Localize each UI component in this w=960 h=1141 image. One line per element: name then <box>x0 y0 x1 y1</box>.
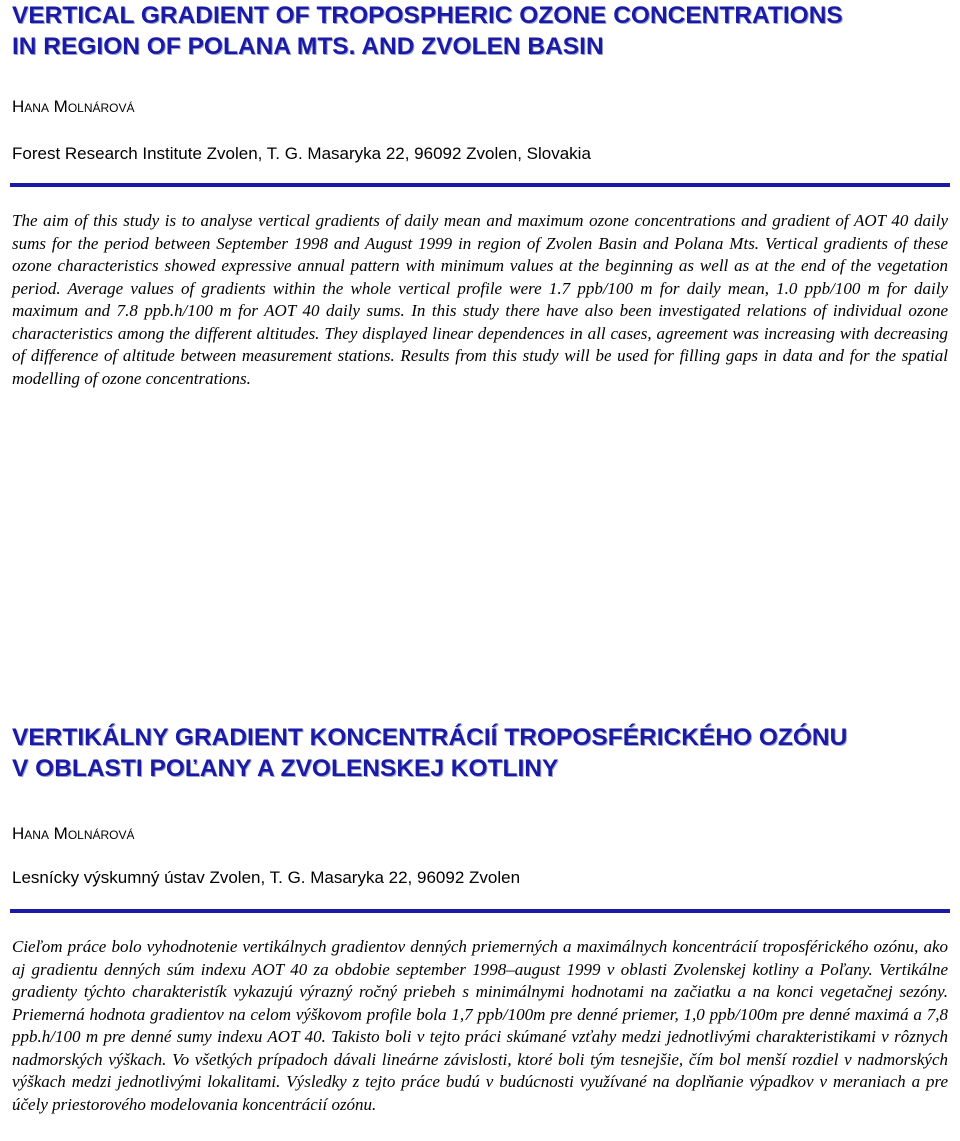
slovak-divider <box>10 909 950 913</box>
slovak-abstract: Cieľom práce bolo vyhodnotenie vertikálnych gradientov denných priemerných a maximálnych koncentrácií troposférického ozónu, ako aj gradientu denných súm indexu AOT 40 za obdobie september 1998–august 1999 v oblasti Zvolenskej kotliny a Poľany. Vertikálne gradienty týchto charakteristík vykazujú výrazný ročný priebeh s minimálnymi hodnotami na začiatku a na konci vegetačnej sezóny. Priemerná hodnota gradientov na celom výškovom profile bola 1,7 ppb/100m pre denné priemer, 1,0 ppb/100m pre denné maximá a 7,8 ppb.h/100 m pre denné sumy indexu AOT 40. Takisto boli v tejto práci skúmané vzťahy medzi jednotlivými charakteristikami v rôznych nadmorských výškach. Vo všetkých prípadoch dávali lineárne závislosti, ktoré boli tým tesnejšie, čím bol menší rozdiel v nadmorských výškach medzi jednotlivými lokalitami. Výsledky z tejto práce budú v budúcnosti využívané na doplňanie výpadkov v meraniach a pre účely priestorového modelovania koncentrácií ozónu. <box>12 937 948 1114</box>
english-title-line2: IN REGION OF POLANA MTS. AND ZVOLEN BASIN <box>12 33 604 60</box>
english-title-line1: VERTICAL GRADIENT OF TROPOSPHERIC OZONE CONCENTRATIONS <box>12 2 843 29</box>
english-affiliation: Forest Research Institute Zvolen, T. G. Masaryka 22, 96092 Zvolen, Slovakia <box>12 144 591 163</box>
slovak-title-line2: V OBLASTI POĽANY A ZVOLENSKEJ KOTLINY <box>12 755 559 782</box>
slovak-author: Hana Molnárová <box>12 824 135 843</box>
english-abstract: The aim of this study is to analyse vertical gradients of daily mean and maximum ozone concentrations and gradient of AOT 40 daily sums for the period between September 1998 and August 1999 in region of Zvolen Basin and Polana Mts. Vertical gradients of these ozone characteristics showed expressive annual pattern with minimum values at the beginning as well as at the end of the vegetation period. Average values of gradients within the whole vertical profile were 1.7 ppb/100 m for daily mean, 1.0 ppb/100 m for daily maximum and 7.8 ppb.h/100 m for AOT 40 daily sums. In this study there have also been investigated relations of individual ozone characteristics among the different altitudes. They displayed linear dependences in all cases, agreement was increasing with decreasing of difference of altitude between measurement stations. Results from this study will be used for filling gaps in data and for the spatial modelling of ozone concentrations. <box>12 211 948 388</box>
slovak-affiliation: Lesnícky výskumný ústav Zvolen, T. G. Masaryka 22, 96092 Zvolen <box>12 868 521 887</box>
slovak-title <box>12 722 948 784</box>
english-divider <box>10 183 950 187</box>
english-author: Hana Molnárová <box>12 97 135 116</box>
english-title <box>12 0 948 62</box>
slovak-title-line1: VERTIKÁLNY GRADIENT KONCENTRÁCIÍ TROPOSFÉRICKÉHO OZÓNU <box>12 724 848 751</box>
